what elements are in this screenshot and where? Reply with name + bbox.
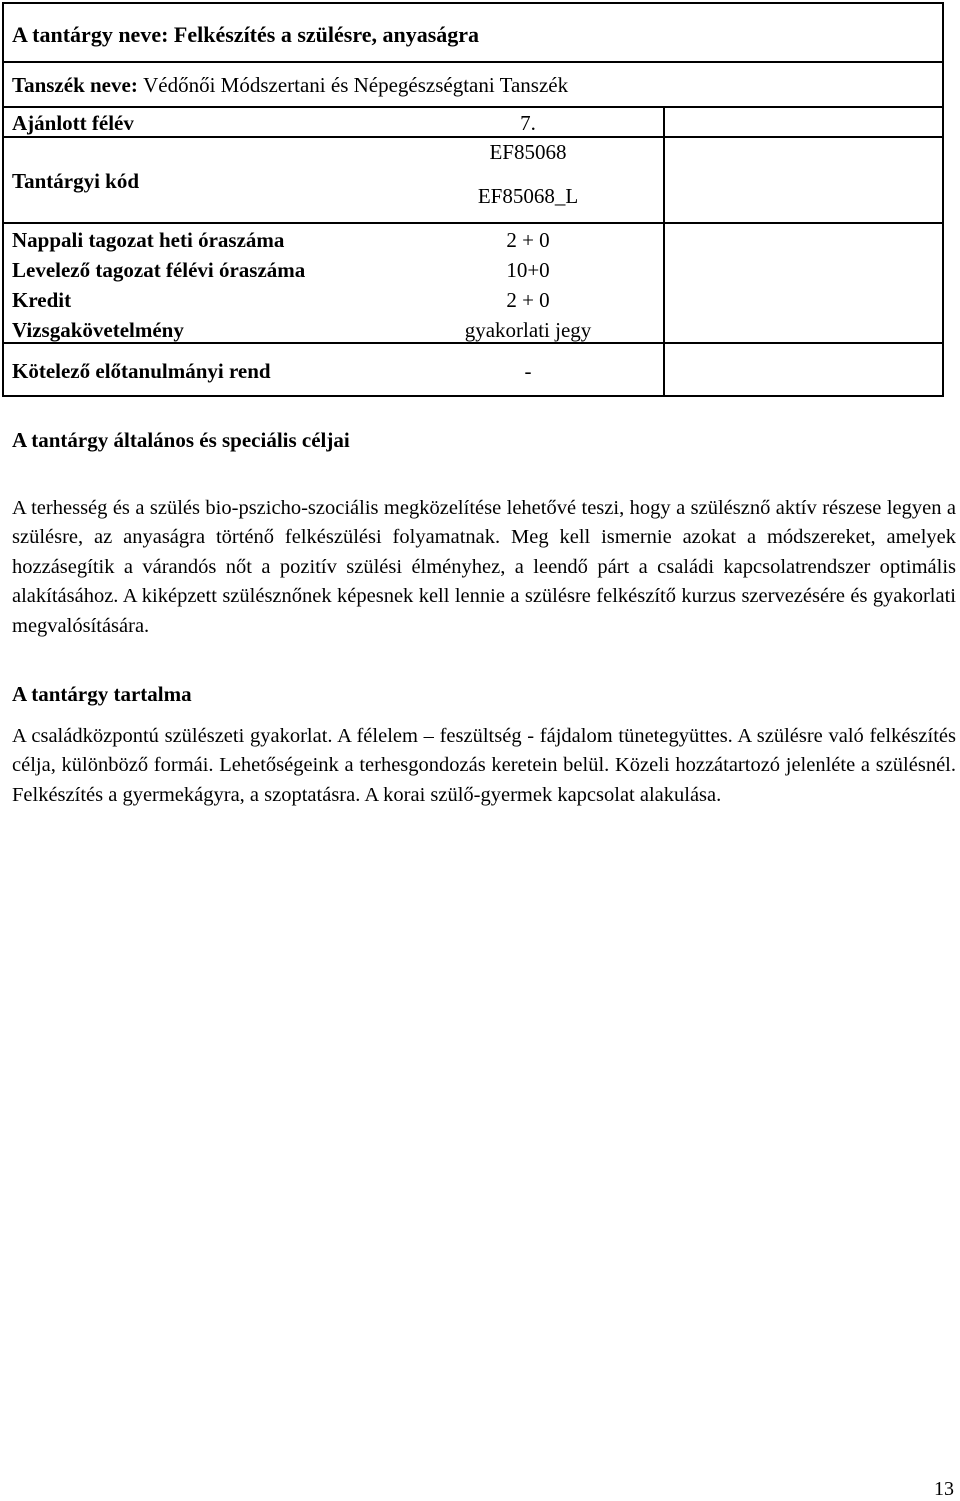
exam-requirement-value: gyakorlati jegy <box>464 318 592 342</box>
exam-requirement-label: Vizsgakövetelmény <box>12 318 184 342</box>
credit-value: 2 + 0 <box>506 288 550 312</box>
course-code-value: EF85068 <box>489 140 567 164</box>
subject-name-row <box>12 22 479 48</box>
department-label: Tanszék neve: <box>12 73 144 97</box>
row-divider <box>2 136 944 138</box>
hours-full-time-value: 2 + 0 <box>506 228 550 252</box>
department-row <box>12 73 568 97</box>
column-divider <box>663 106 665 397</box>
semester-value: 7. <box>520 111 536 135</box>
section-heading-goals: A tantárgy általános és speciális céljai <box>12 428 350 452</box>
section-body-goals: A terhesség és a szülés bio-pszicho-szociális megközelítése lehetővé teszi, hogy a szülésznő aktív részese legyen a szülésre, az anyaságra történő felkészülési folyamatnak. Meg kell ismernie azokat a módszereket, amelyek hozzásegítik a várandós nőt a pozitív szülési élményhez, a leendő párt a családi kapcsolatrendszer optimális alakításához. A kiképzett szülésznőnek képesnek kell lennie a szülésre felkészítő kurzus szervezésére és gyakorlati megvalósítására. <box>12 497 956 637</box>
hours-correspondence-label: Levelező tagozat félévi óraszáma <box>12 258 306 282</box>
subject-name-label: A tantárgy neve: <box>12 22 174 47</box>
page-number: 13 <box>934 1478 954 1500</box>
hours-full-time-label: Nappali tagozat heti óraszáma <box>12 228 285 252</box>
section-body-content: A családközpontú szülészeti gyakorlat. A félelem – feszültség - fájdalom tünetegyüttes. A szülésre való felkészítés célja, különböző formái. Lehetőségeink a terhesgondozás keretein belül. Közeli hozzátartozó jelenléte a szülésnél. Felkészítés a gyermekágyra, a szoptatásra. A korai szülő-gyermek kapcsolat alakulása. <box>12 725 956 806</box>
row-divider <box>2 61 944 63</box>
department-value: Védőnői Módszertani és Népegészségtani Tanszék <box>143 73 569 97</box>
row-divider <box>2 222 944 224</box>
semester-label: Ajánlott félév <box>12 111 134 135</box>
credit-label: Kredit <box>12 288 72 312</box>
course-code-value: EF85068_L <box>477 184 579 208</box>
course-code-label: Tantárgyi kód <box>12 169 140 193</box>
prerequisites-value: - <box>524 359 532 383</box>
subject-name-value: Felkészítés a szülésre, anyaságra <box>173 22 480 47</box>
section-heading-content: A tantárgy tartalma <box>12 682 192 706</box>
row-divider <box>2 106 944 108</box>
hours-correspondence-value: 10+0 <box>506 258 550 282</box>
row-divider <box>2 342 944 344</box>
prerequisites-label: Kötelező előtanulmányi rend <box>12 359 271 383</box>
